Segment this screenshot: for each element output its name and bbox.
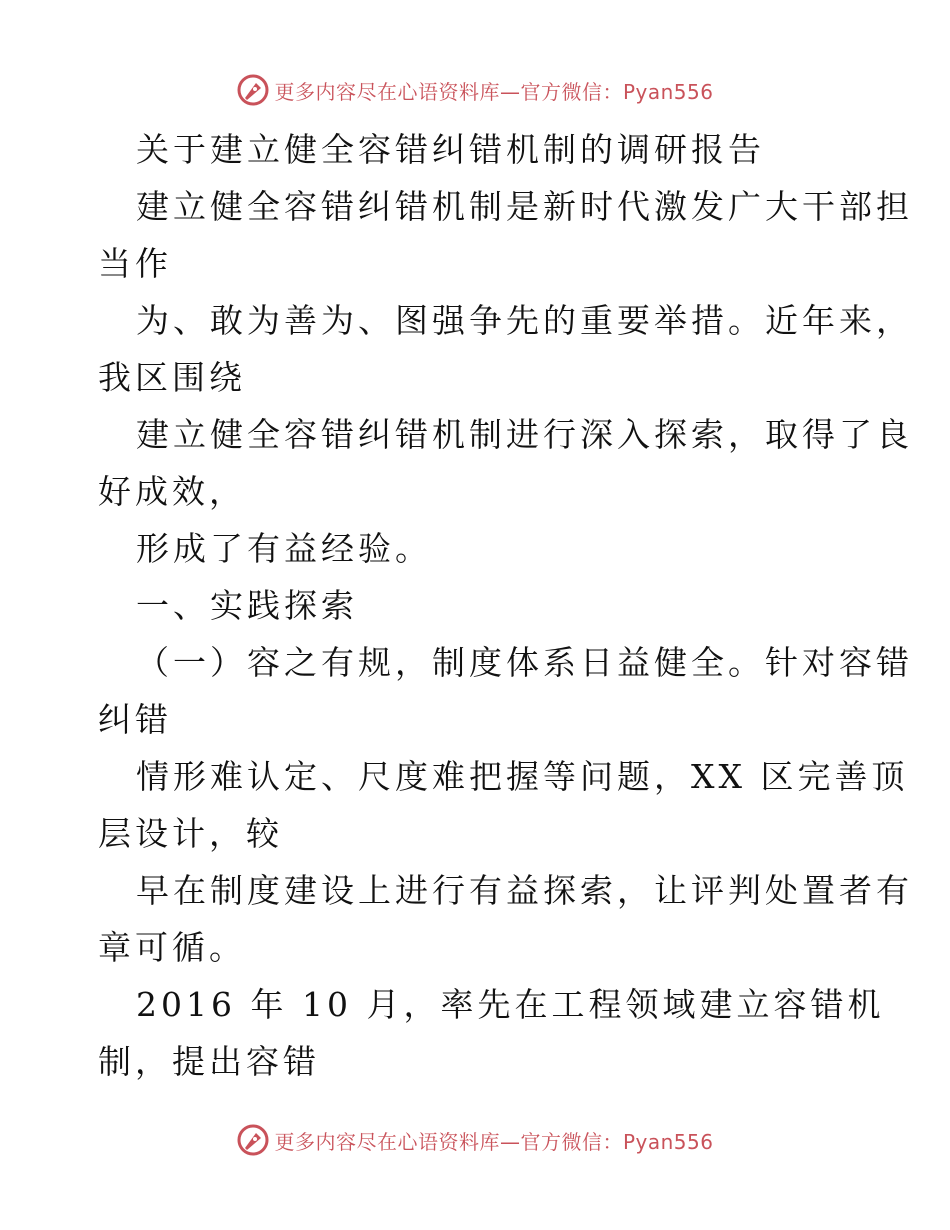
- footer-watermark: [0, 1120, 950, 1160]
- paragraph-line: 纠错: [98, 700, 172, 739]
- paragraph-line: 层设计，较: [98, 814, 283, 853]
- paragraph-line: 当作: [98, 244, 172, 283]
- paragraph-line: 制，提出容错: [98, 1042, 320, 1081]
- paragraph-line: 我区围绕: [98, 358, 246, 397]
- paragraph-line: 为、敢为善为、图强争先的重要举措。近年来，: [136, 301, 913, 340]
- watermark-text: 更多内容尽在心语资料库—官方微信：Pyan556: [274, 1129, 714, 1154]
- paragraph-line: （一）容之有规，制度体系日益健全。针对容错: [136, 643, 913, 682]
- paragraph-line: 建立健全容错纠错机制是新时代激发广大干部担: [136, 187, 913, 226]
- header-watermark: [0, 70, 950, 110]
- paragraph-line: 章可循。: [98, 928, 246, 967]
- paragraph-line: 好成效，: [98, 472, 246, 511]
- pen-nib-icon: [236, 73, 270, 107]
- paragraph-line: 早在制度建设上进行有益探索，让评判处置者有: [136, 871, 913, 910]
- pen-nib-icon: [236, 1123, 270, 1157]
- paragraph-line: 建立健全容错纠错机制进行深入探索，取得了良: [136, 415, 913, 454]
- paragraph-line: 2016 年 10 月，率先在工程领域建立容错机: [136, 985, 885, 1024]
- document-title: 关于建立健全容错纠错机制的调研报告: [136, 130, 765, 169]
- paragraph-line: 情形难认定、尺度难把握等问题，XX 区完善顶: [136, 757, 909, 796]
- watermark-text: 更多内容尽在心语资料库—官方微信：Pyan556: [274, 79, 714, 104]
- paragraph-line: 形成了有益经验。: [136, 529, 432, 568]
- section-heading: 一、实践探索: [136, 586, 358, 625]
